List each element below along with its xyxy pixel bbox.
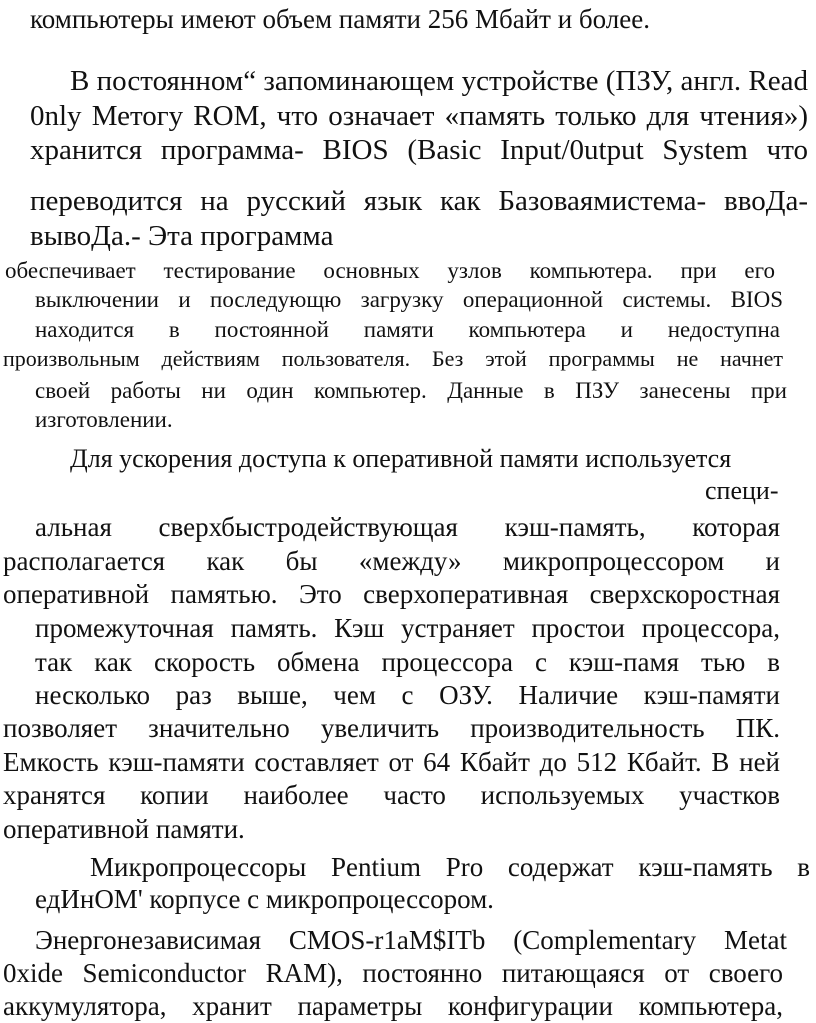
text-line: Емкость кэш-памяти составляет от 64 Кбайт до 512 Кбайт. В ней xyxy=(3,747,780,777)
text-line: располагается как бы «между» микропроцессором и xyxy=(3,546,780,576)
text-line: 0nly Метогу ROM, что означает «память только для чтения») xyxy=(30,100,808,132)
text-line: Для ускорения доступа к оперативной памяти используется xyxy=(70,444,732,473)
text-line: хранятся копии наиболее часто используемых участков xyxy=(3,780,780,810)
text-line: переводится на русский язык как Базоваямистема- ввоДа- xyxy=(30,185,808,217)
text-line: оперативной памятью. Это сверхоперативная сверхскоростная xyxy=(3,579,780,609)
text-line: промежуточная память. Кэш устраняет простои процессора, xyxy=(35,613,780,643)
text-line: несколько раз выше, чем с ОЗУ. Наличие кэш-памяти xyxy=(35,680,780,710)
text-line: В постоянном“ запоминающем устройстве (ПЗУ, англ. Read xyxy=(70,65,808,97)
text-line: альная сверхбыстродействующая кэш-память, которая xyxy=(35,512,780,542)
text-line: изготовлении. xyxy=(35,407,173,432)
text-line: специ- xyxy=(705,476,779,505)
text-line: произвольным действиям пользователя. Без этой программы не начнет xyxy=(3,346,783,371)
text-line: так как скорость обмена процессора с кэш-памя тью в xyxy=(35,647,780,677)
text-line: вывоДа.- Эта программа xyxy=(30,220,334,252)
text-line: 0xide Semiconductor RAM), постоянно питающаяся от своего xyxy=(3,958,783,988)
text-line: выключении и последующю загрузку операционной системы. BIOS xyxy=(35,287,783,312)
text-line: Микропроцессоры Pentium Pro содержат кэш-память в xyxy=(90,852,810,882)
text-line: обеспечивает тестирование основных узлов компьютера. при его xyxy=(5,258,775,283)
text-line: хранится программа- BIOS (Basic Input/0utput System что xyxy=(30,134,808,166)
text-line: находится в постоянной памяти компьютера и недоступна xyxy=(35,317,780,342)
text-line: аккумулятора, хранит параметры конфигурации компьютера, xyxy=(3,991,783,1021)
text-line: своей работы ни один компьютер. Данные в ПЗУ занесены при xyxy=(35,378,787,403)
text-line: едИнОМ' корпусе с микропроцессором. xyxy=(35,884,494,914)
text-line: компьютеры имеют объем памяти 256 Мбайт и более. xyxy=(30,4,650,34)
text-line: оперативной памяти. xyxy=(3,814,245,844)
text-line: Энергонезависимая CMOS-r1aM$ITb (Complementary Metat xyxy=(35,925,787,955)
text-line: позволяет значительно увеличить производительность ПК. xyxy=(3,713,780,743)
